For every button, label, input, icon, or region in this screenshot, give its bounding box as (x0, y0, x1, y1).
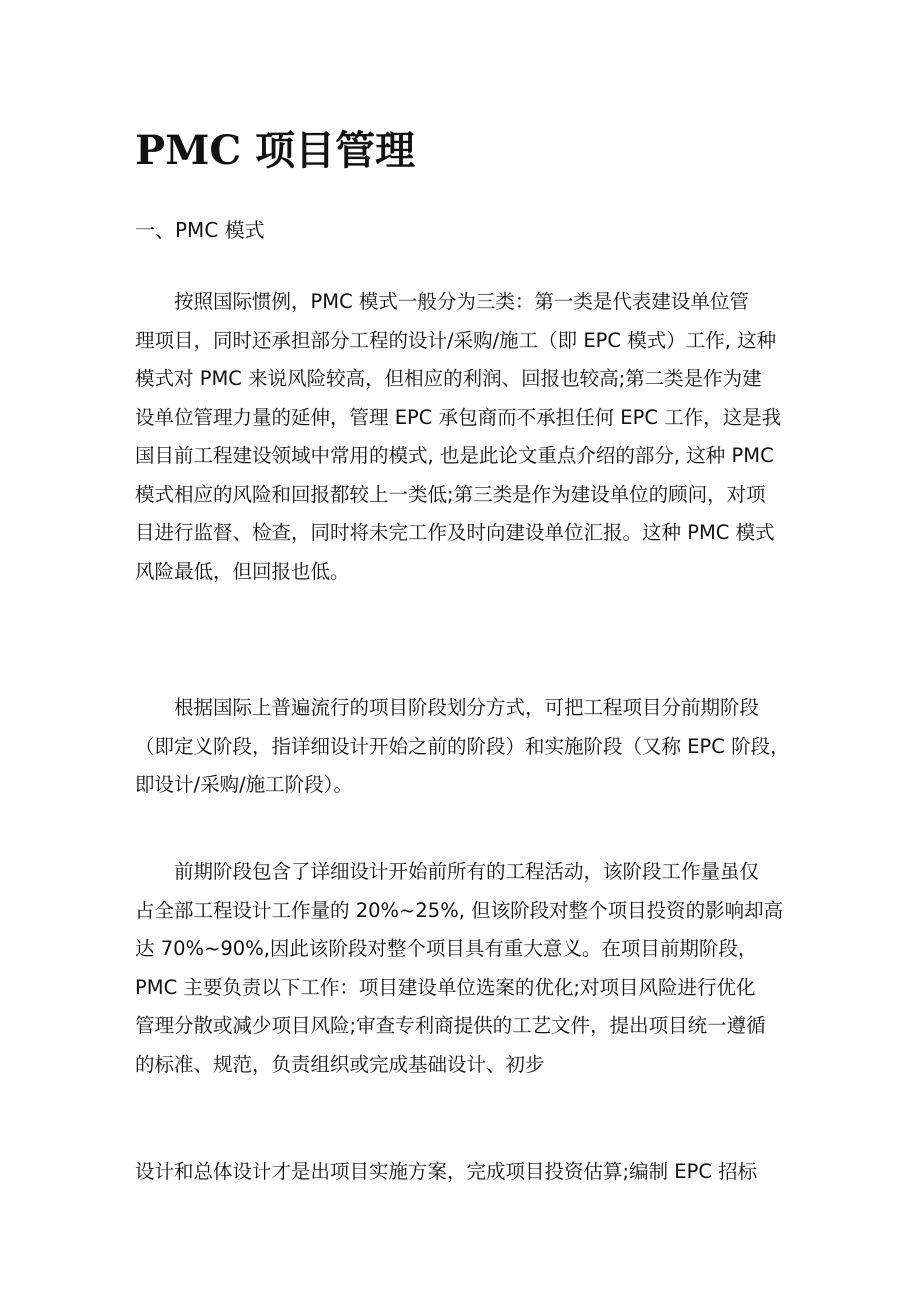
text-line: 理项目，同时还承担部分工程的设计/采购/施工（即 EPC 模式）工作, 这种 (135, 328, 777, 352)
text-line: 风险最低，但回报也低。 (135, 559, 350, 583)
text-line: 模式相应的风险和回报都较上一类低;第三类是作为建设单位的顾问，对项 (135, 482, 766, 506)
paragraph-continuation (135, 1153, 795, 1192)
text-line: 管理分散或减少项目风险;审查专利商提供的工艺文件，提出项目统一遵循 (135, 1014, 766, 1037)
section-heading: 一、PMC 模式 (135, 218, 265, 242)
text-line: PMC 主要负责以下工作：项目建设单位选案的优化;对项目风险进行优化 (135, 975, 756, 999)
text-line: 根据国际上普遍流行的项目阶段划分方式，可把工程项目分前期阶段 (135, 696, 760, 719)
paragraph-early-phase (135, 853, 795, 1084)
text-line: 占全部工程设计工作量的 20%~25%, 但该阶段对整个项目投资的影响却高 (135, 898, 784, 922)
text-line: 达 70%~90%,因此该阶段对整个项目具有重大意义。在项目前期阶段， (135, 937, 758, 960)
text-line: （即定义阶段，指详细设计开始之前的阶段）和实施阶段（又称 EPC 阶段， (135, 734, 790, 758)
paragraph-pmc-types (135, 283, 795, 591)
text-line: 设单位管理力量的延伸，管理 EPC 承包商而不承担任何 EPC 工作，这是我 (135, 405, 782, 429)
text-line: 前期阶段包含了详细设计开始前所有的工程活动，该阶段工作量虽仅 (135, 860, 760, 883)
text-line: 国目前工程建设领域中常用的模式, 也是此论文重点介绍的部分, 这种 PMC (135, 444, 774, 467)
paragraph-project-phases (135, 689, 795, 805)
text-line: 按照国际惯例，PMC 模式一般分为三类：第一类是代表建设单位管 (135, 290, 749, 313)
text-line: 的标准、规范，负责组织或完成基础设计、初步 (135, 1052, 545, 1076)
text-line: 即设计/采购/施工阶段）。 (135, 773, 353, 796)
text-line: 设计和总体设计才是出项目实施方案，完成项目投资估算;编制 EPC 招标 (135, 1160, 758, 1183)
document-title: PMC 项目管理 (135, 127, 416, 174)
text-line: 模式对 PMC 来说风险较高，但相应的利润、回报也较高;第二类是作为建 (135, 367, 762, 390)
text-line: 目进行监督、检查，同时将未完工作及时向建设单位汇报。这种 PMC 模式 (135, 521, 775, 544)
